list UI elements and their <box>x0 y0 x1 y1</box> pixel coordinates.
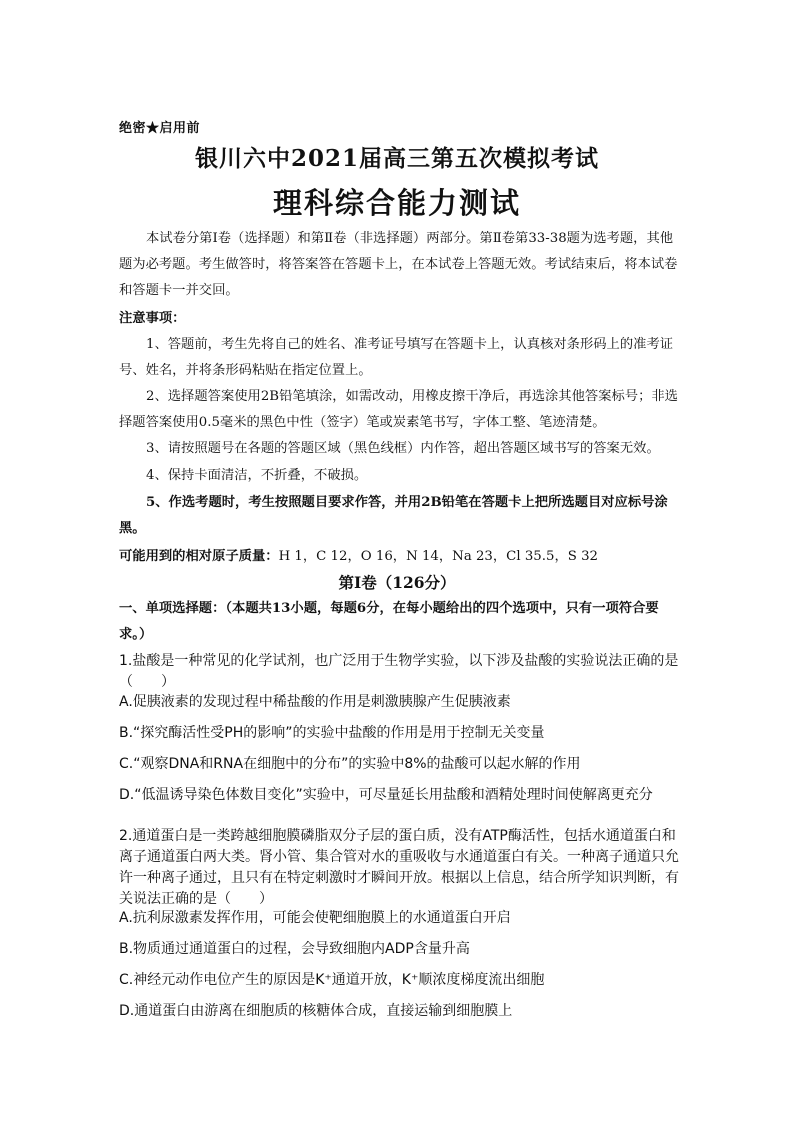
exam-subtitle: 理科综合能力测试 <box>272 186 521 220</box>
note-item-4: 4、保持卡面清洁，不折叠，不破损。 <box>146 468 368 483</box>
note-item-2: 2、选择题答案使用2B铅笔填涂，如需改动，用橡皮擦干净后，再选涂其他答案标号；非选择题答案使用0.5毫米的黑色中性（签字）笔或炭素笔书写，字体工整、笔迹清楚。 <box>119 389 678 430</box>
question-1-option-a: A.促胰液素的发现过程中稀盐酸的作用是刺激胰腺产生促胰液素 <box>119 694 511 710</box>
atomic-mass-values: H 1，C 12，O 16，N 14，Na 23，Cl 35.5，S 32 <box>278 549 598 564</box>
note-item-1: 1、答题前，考生先将自己的姓名、准考证号填写在答题卡上，认真核对条形码上的准考证号、姓名，并将条形码粘贴在指定位置上。 <box>119 337 674 378</box>
question-2-option-a: A.抗利尿激素发挥作用，可能会使靶细胞膜上的水通道蛋白开启 <box>119 910 511 926</box>
question-2-stem: 2.通道蛋白是一类跨越细胞膜磷脂双分子层的蛋白质，没有ATP酶活性，包括水通道蛋白和离子通道蛋白两大类。肾小管、集合管对水的重吸收与水通道蛋白有关。一种离子通道只允许一种离子通过，且只有在特定刺激时才瞬间开放。根据以上信息，结合所学知识判断，有关说法正确的是（ ） <box>119 828 679 907</box>
intro-paragraph: 本试卷分第Ⅰ卷（选择题）和第Ⅱ卷（非选择题）两部分。第Ⅱ卷第33-38题为选考题，其他题为必考题。考生做答时，将答案答在答题卡上，在本试卷上答题无效。考试结束后，将本试卷和答题卡一并交回。 <box>119 231 678 298</box>
note-item-3: 3、请按照题号在各题的答题区域（黑色线框）内作答，超出答题区域书写的答案无效。 <box>146 441 660 456</box>
note-item-5: 5、作选考题时，考生按照题目要求作答，并用2B铅笔在答题卡上把所选题目对应标号涂黑。 <box>119 495 668 536</box>
notes-heading: 注意事项： <box>119 311 186 326</box>
question-1-option-b: B.“探究酶活性受PH的影响”的实验中盐酸的作用是用于控制无关变量 <box>119 725 545 741</box>
atomic-mass-line <box>119 544 681 570</box>
question-2-option-c: C.神经元动作电位产生的原因是K⁺通道开放，K⁺顺浓度梯度流出细胞 <box>119 972 545 988</box>
atomic-mass-label: 可能用到的相对原子质量： <box>119 549 279 564</box>
exam-title: 银川六中2021届高三第五次模拟考试 <box>194 145 599 172</box>
question-1-option-d: D.“低温诱导染色体数目变化”实验中，可尽量延长用盐酸和酒精处理时间使解离更充分 <box>119 787 653 803</box>
part-heading: 一、单项选择题：（本题共13小题，每题6分，在每小题给出的四个选项中，只有一项符合要求。） <box>119 601 659 642</box>
confidential-mark: 绝密★启用前 <box>119 121 201 136</box>
question-2-option-d: D.通道蛋白由游离在细胞质的核糖体合成，直接运输到细胞膜上 <box>119 1003 513 1019</box>
question-1-stem: 1.盐酸是一种常见的化学试剂，也广泛用于生物学实验，以下涉及盐酸的实验说法正确的是（ ） <box>119 653 679 690</box>
question-2-option-b: B.物质通过通道蛋白的过程，会导致细胞内ADP含量升高 <box>119 941 470 957</box>
question-1-option-c: C.“观察DNA和RNA在细胞中的分布”的实验中8%的盐酸可以起水解的作用 <box>119 756 581 772</box>
section-title: 第Ⅰ卷（126分） <box>338 573 456 592</box>
